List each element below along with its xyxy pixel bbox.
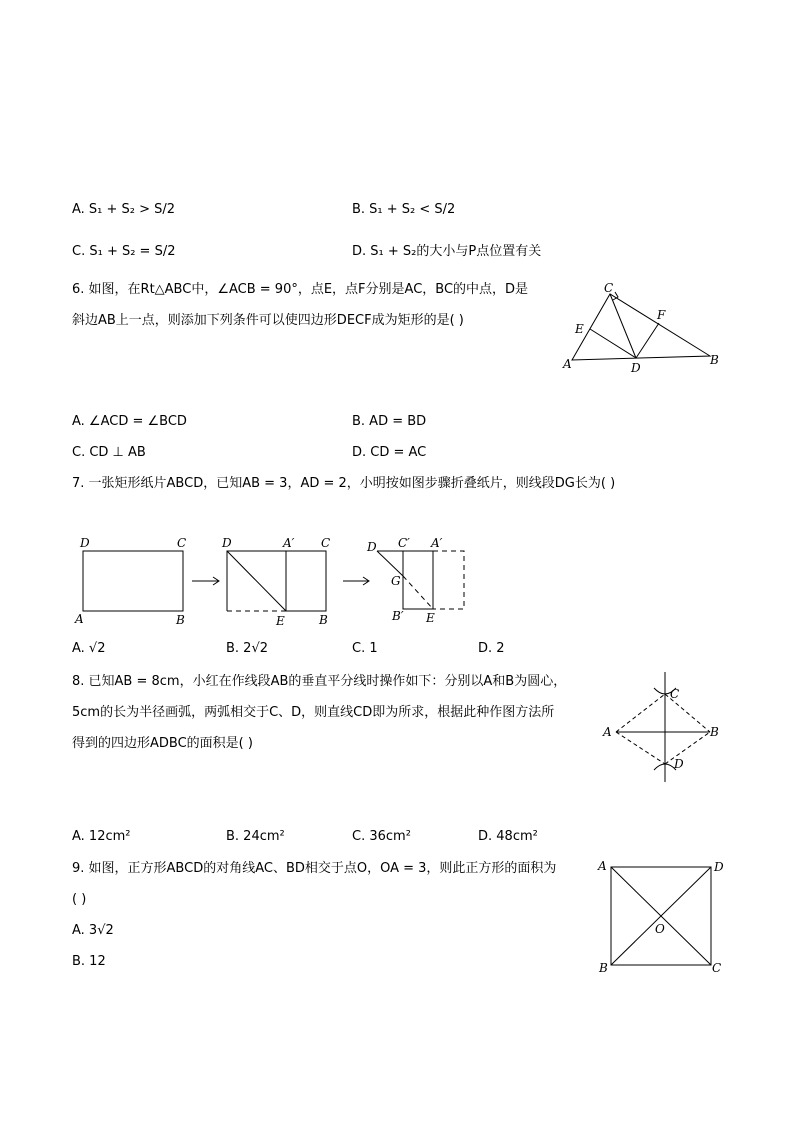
q9-stem-line2: ( )	[72, 892, 87, 907]
q7-r1-label-b: B	[176, 613, 185, 627]
q9-label-c: C	[712, 961, 722, 975]
q9-square-figure	[596, 856, 730, 978]
q5-option-c: C. S₁ + S₂ = S/2	[72, 244, 176, 259]
q9-option-b: B. 12	[72, 954, 106, 969]
q6-option-c: C. CD ⊥ AB	[72, 445, 146, 460]
q7-r1-label-d: D	[80, 536, 90, 550]
q7-r2-label-d: D	[222, 536, 232, 550]
q9-label-o: O	[655, 922, 665, 936]
q7-folding-figure	[70, 532, 480, 632]
q9-label-d: D	[714, 860, 724, 874]
q8-label-b: B	[710, 725, 719, 739]
q8-stem-line3: 得到的四边形ADBC的面积是( )	[72, 736, 253, 751]
q6-option-d: D. CD = AC	[352, 445, 427, 460]
q7-r2-label-c: C	[321, 536, 331, 550]
q7-r3-label-d: D	[367, 540, 377, 554]
q8-stem-line1: 8. 已知AB = 8cm，小红在作线段AB的垂直平分线时操作如下：分别以A和B为圆心，	[72, 674, 567, 689]
q7-r3-label-e: E	[426, 611, 435, 625]
q8-construction-figure	[598, 668, 728, 786]
q7-r3-label-a1: A′	[431, 536, 443, 550]
q6-label-b: B	[710, 353, 719, 367]
q8-option-b: B. 24cm²	[226, 829, 285, 844]
q7-option-c: C. 1	[352, 641, 378, 656]
q7-option-b: B. 2√2	[226, 641, 269, 656]
q7-option-d: D. 2	[478, 641, 505, 656]
q8-stem-line2: 5cm的长为半径画弧，两弧相交于C、D，则直线CD即为所求，根据此种作图方法所	[72, 705, 555, 720]
q5-option-a: A. S₁ + S₂ > S/2	[72, 202, 176, 217]
q6-label-e: E	[575, 322, 584, 336]
q6-option-a: A. ∠ACD = ∠BCD	[72, 414, 187, 429]
q7-r3-label-g: G	[391, 574, 401, 588]
q7-r2-label-a1: A′	[283, 536, 295, 550]
q7-option-a: A. √2	[72, 641, 106, 656]
q5-option-b: B. S₁ + S₂ < S/2	[352, 202, 456, 217]
q5-option-d: D. S₁ + S₂的大小与P点位置有关	[352, 244, 542, 259]
q6-label-d: D	[631, 361, 641, 375]
q6-label-a: A	[563, 357, 572, 371]
q9-label-b: B	[599, 961, 608, 975]
q6-option-b: B. AD = BD	[352, 414, 427, 429]
q7-r3-label-b1: B′	[392, 609, 404, 623]
q6-stem-line1: 6. 如图，在Rt△ABC中，∠ACB = 90°，点E，点F分别是AC，BC的中点，D是	[72, 282, 529, 297]
q8-label-d: D	[674, 757, 684, 771]
q7-r1-label-c: C	[177, 536, 187, 550]
q8-option-a: A. 12cm²	[72, 829, 131, 844]
q7-r3-label-c1: C′	[398, 536, 410, 550]
q6-label-f: F	[657, 308, 666, 322]
q7-r2-label-b: B	[319, 613, 328, 627]
q7-stem: 7. 一张矩形纸片ABCD，已知AB = 3，AD = 2，小明按如图步骤折叠纸片，则线段DG长为( )	[72, 476, 616, 491]
q7-r1-label-a: A	[75, 612, 84, 626]
q7-r2-label-e: E	[276, 614, 285, 628]
q8-option-c: C. 36cm²	[352, 829, 411, 844]
q9-option-a: A. 3√2	[72, 923, 114, 938]
q6-stem-line2: 斜边AB上一点，则添加下列条件可以使四边形DECF成为矩形的是( )	[72, 313, 464, 328]
q8-label-a: A	[603, 725, 612, 739]
q6-label-c: C	[604, 281, 614, 295]
q6-triangle-figure	[555, 278, 730, 378]
q9-stem-line1: 9. 如图，正方形ABCD的对角线AC、BD相交于点O，OA = 3，则此正方形的面积为	[72, 861, 557, 876]
q9-label-a: A	[598, 859, 607, 873]
q8-option-d: D. 48cm²	[478, 829, 538, 844]
q8-label-c: C	[670, 687, 680, 701]
